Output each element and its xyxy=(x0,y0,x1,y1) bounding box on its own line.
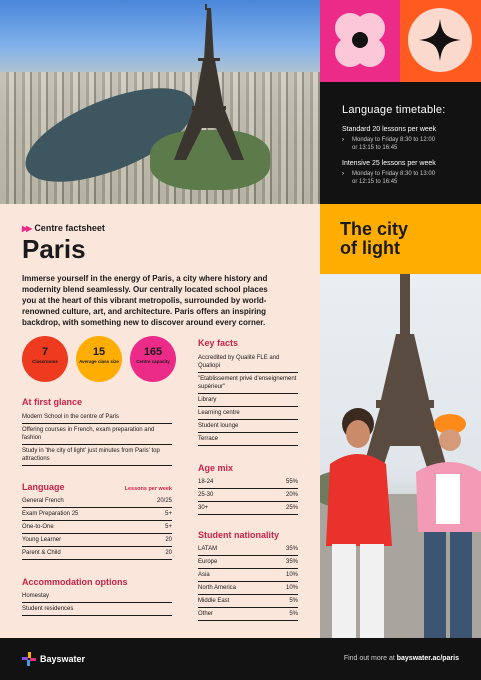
footer-cta: Find out more at bayswater.ac/paris xyxy=(343,655,459,662)
students-eiffel-photo xyxy=(320,274,481,638)
nationality-title: Student nationality xyxy=(198,530,279,540)
tagline-panel xyxy=(320,204,481,274)
list-item: Study in 'the city of light' just minutes from Paris' top attractions xyxy=(22,445,172,466)
table-row: Exam Preparation 25 5+ xyxy=(22,508,172,521)
timetable-title: Language timetable: xyxy=(342,104,446,116)
stat-classrooms: 7 Classrooms xyxy=(22,336,68,382)
website-link[interactable]: bayswater.ac/paris xyxy=(396,655,459,662)
table-row: Parent & Child 20 xyxy=(22,547,172,560)
students-photo-illustration xyxy=(320,274,481,638)
eiffel-tower-icon xyxy=(0,0,320,204)
intro-paragraph: Immerse yourself in the energy of Paris, a city where history and modernity blend seamlessly. Our centrally located school places you at the heart of this vibrant metropolis, surrounded by world-renowned culture, art, and architecture. Paris offers an inspiring backdrop, with something new to discover around every corner. xyxy=(22,274,268,327)
list-item: Accredited by Qualité FLE and Qualiopi xyxy=(198,352,298,373)
stat-class-size: 15 Average class size xyxy=(76,336,122,382)
accommodation-section xyxy=(22,577,172,616)
table-row: Middle East 5% xyxy=(198,595,298,608)
table-row: One-to-One 5+ xyxy=(22,521,172,534)
language-timetable xyxy=(320,82,481,204)
stats-row xyxy=(22,336,182,380)
star-icon xyxy=(400,0,481,82)
centre-factsheet-kicker: ▶▶ Centre factsheet xyxy=(22,223,105,233)
standard-line: or 13:15 to 16:45 xyxy=(352,145,398,151)
table-row: 30+ 25% xyxy=(198,502,298,515)
flower-graphic-tile xyxy=(320,0,400,82)
city-title: Paris xyxy=(22,234,86,264)
student-nationality xyxy=(198,530,298,621)
intensive-line: › Monday to Friday 8:30 to 13:00 xyxy=(342,171,436,177)
chevron-right-icon: › xyxy=(342,137,344,143)
list-item: Library xyxy=(198,394,298,407)
list-item: Learning centre xyxy=(198,407,298,420)
table-row: General French 20/25 xyxy=(22,495,172,508)
list-item: Offering courses in French, exam preparation and fashion xyxy=(22,424,172,445)
tagline: The city of light xyxy=(340,219,409,258)
language-title: Language xyxy=(22,482,65,492)
at-first-glance-title: At first glance xyxy=(22,397,83,407)
list-item: Student residences xyxy=(22,603,172,616)
age-mix xyxy=(198,463,298,515)
double-chevron-icon: ▶▶ xyxy=(22,223,31,233)
at-first-glance xyxy=(22,397,172,466)
language-header xyxy=(22,482,172,492)
list-item: Homestay xyxy=(22,590,172,603)
table-row: Europe 35% xyxy=(198,556,298,569)
table-row: 25-30 20% xyxy=(198,489,298,502)
table-row: 18-24 55% xyxy=(198,476,298,489)
language-subtitle: Lessons per week xyxy=(124,486,172,492)
standard-block xyxy=(342,126,473,152)
chevron-right-icon: › xyxy=(342,171,344,177)
age-mix-title: Age mix xyxy=(198,463,234,473)
eiffel-aerial-photo xyxy=(0,0,320,204)
table-row: Other 5% xyxy=(198,608,298,621)
language-section xyxy=(22,482,172,560)
standard-title: Standard 20 lessons per week xyxy=(342,126,437,133)
accommodation-title: Accommodation options xyxy=(22,577,128,587)
brand-name: Bayswater xyxy=(40,654,86,664)
intensive-line: or 12:15 to 16:45 xyxy=(352,179,398,185)
list-item: Student lounge xyxy=(198,420,298,433)
flower-icon xyxy=(320,0,400,82)
bayswater-logo[interactable] xyxy=(22,652,85,666)
table-row: Young Learner 20 xyxy=(22,534,172,547)
standard-line: › Monday to Friday 8:30 to 12:00 xyxy=(342,137,436,143)
intensive-block xyxy=(342,160,473,186)
table-row: Asia 10% xyxy=(198,569,298,582)
star-graphic-tile xyxy=(400,0,481,82)
list-item: Terrace xyxy=(198,433,298,446)
bayswater-pinwheel-icon xyxy=(22,652,36,666)
table-row: North America 10% xyxy=(198,582,298,595)
stat-capacity: 165 Centre capacity xyxy=(130,336,176,382)
footer xyxy=(0,638,481,680)
key-facts-title: Key facts xyxy=(198,338,239,348)
intensive-title: Intensive 25 lessons per week xyxy=(342,160,436,167)
key-facts xyxy=(198,338,298,446)
list-item: "Etablissement privé d'enseignement supérieur" xyxy=(198,373,298,394)
list-item: Modern School in the centre of Paris xyxy=(22,411,172,424)
table-row: LATAM 35% xyxy=(198,543,298,556)
